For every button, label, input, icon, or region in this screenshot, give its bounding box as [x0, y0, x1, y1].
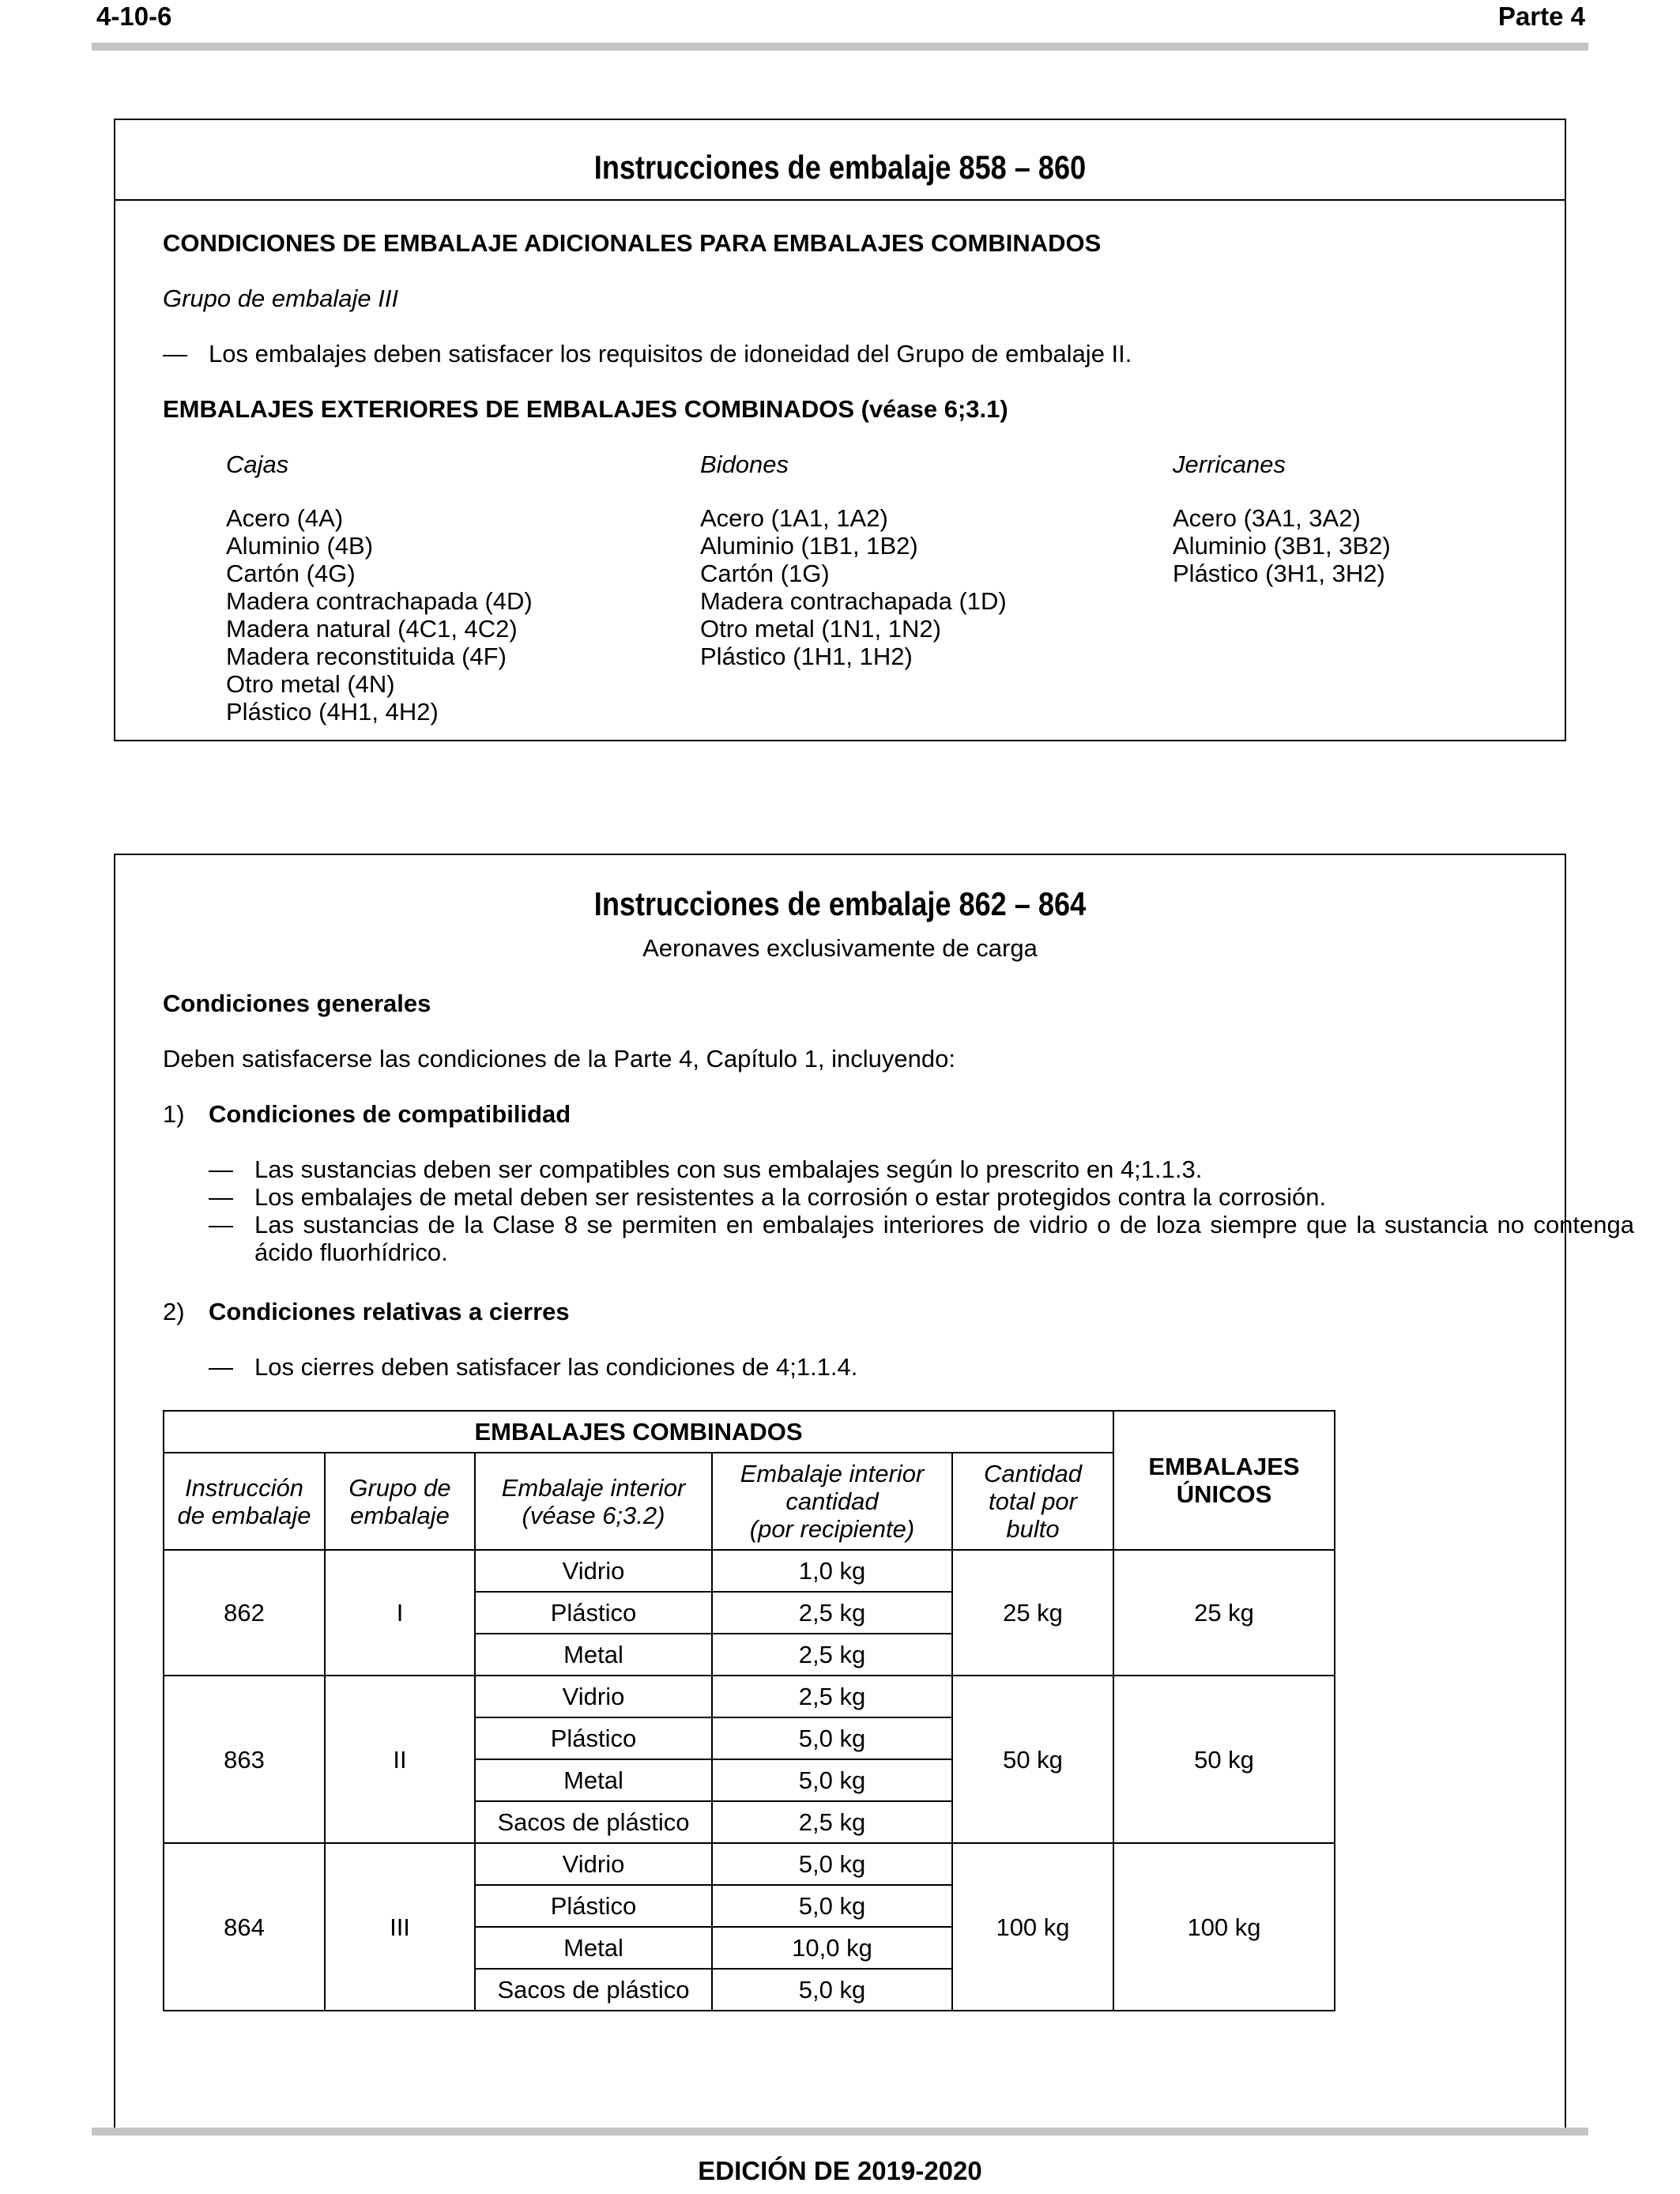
dash: — [209, 1155, 233, 1183]
cell-inner: Metal [475, 1634, 712, 1676]
list-item: Madera natural (4C1, 4C2) [226, 615, 518, 643]
list-item: Acero (3A1, 3A2) [1173, 504, 1361, 532]
box1-requirement: Los embalajes deben satisfacer los requisitos de idoneidad del Grupo de embalaje II. [209, 340, 1132, 368]
list-item: Aluminio (4B) [226, 532, 374, 560]
cell-single: 50 kg [1113, 1676, 1335, 1843]
list-item: Plástico (1H1, 1H2) [700, 643, 913, 670]
cell-quantity: 5,0 kg [712, 1759, 952, 1801]
compatibility-item: Las sustancias deben ser compatibles con sus embalajes según lo prescrito en 4;1.1.3. [254, 1155, 1203, 1183]
table-row [164, 1676, 1335, 1717]
box1-dash: — [163, 340, 187, 368]
cell-inner: Sacos de plástico [475, 1801, 712, 1843]
cell-single: 25 kg [1113, 1550, 1335, 1676]
packing-instructions-862-864 [114, 854, 1634, 2134]
cell-inner: Vidrio [475, 1676, 712, 1717]
list-item: Plástico (4H1, 4H2) [226, 698, 439, 726]
list-item: Cartón (4G) [226, 560, 356, 587]
cell-inner: Metal [475, 1927, 712, 1969]
cell-inner: Plástico [475, 1592, 712, 1634]
header-total-quantity: Cantidad total por bulto [952, 1453, 1113, 1550]
list-item: Madera reconstituida (4F) [226, 643, 507, 670]
cell-inner: Plástico [475, 1885, 712, 1927]
cell-quantity: 2,5 kg [712, 1634, 952, 1676]
box1-title: Instrucciones de embalaje 858 – 860 [593, 149, 1087, 186]
compatibility-item: Los embalajes de metal deben ser resistentes a la corrosión o estar protegidos contra la corrosión. [254, 1183, 1327, 1211]
column-title-jerricanes: Jerricanes [1173, 450, 1286, 478]
table-row [164, 1550, 1335, 1592]
list-item: Otro metal (4N) [226, 670, 395, 698]
box2-subtitle: Aeronaves exclusivamente de carga [642, 934, 1038, 962]
box1-heading-additional: CONDICIONES DE EMBALAJE ADICIONALES PARA EMBALAJES COMBINADOS [163, 229, 1102, 257]
box1-title-rule [115, 199, 1565, 201]
section-1-title: Condiciones de compatibilidad [209, 1100, 571, 1128]
table-row [164, 1843, 1335, 1885]
cell-quantity: 10,0 kg [712, 1927, 952, 1969]
table-group-header: EMBALAJES COMBINADOS [164, 1411, 1113, 1453]
header-instruction: Instrucción de embalaje [164, 1453, 325, 1550]
header-inner-packaging: Embalaje interior (véase 6;3.2) [475, 1453, 712, 1550]
cell-quantity: 2,5 kg [712, 1592, 952, 1634]
compatibility-item: Las sustancias de la Clase 8 se permiten en embalajes interiores de vidrio o de loza siempre que la sustancia no contenga ácido fluorhídrico. [254, 1211, 1634, 1266]
cell-total: 50 kg [952, 1676, 1113, 1843]
list-item: Acero (1A1, 1A2) [700, 504, 888, 532]
cell-inner: Metal [475, 1759, 712, 1801]
page-number: 4-10-6 [96, 2, 172, 31]
list-item: Otro metal (1N1, 1N2) [700, 615, 941, 643]
general-conditions-intro: Deben satisfacerse las condiciones de la Parte 4, Capítulo 1, incluyendo: [163, 1045, 955, 1072]
list-bidones [700, 504, 1007, 670]
dash: — [209, 1353, 233, 1381]
cell-quantity: 5,0 kg [712, 1969, 952, 2011]
cell-inner: Plástico [475, 1717, 712, 1759]
list-item: Aluminio (1B1, 1B2) [700, 532, 918, 560]
edition-footer: EDICIÓN DE 2019-2020 [698, 2156, 982, 2185]
general-conditions-heading: Condiciones generales [163, 990, 431, 1017]
header-rule [92, 43, 1588, 51]
box1-heading-outer: EMBALAJES EXTERIORES DE EMBALAJES COMBINADOS (véase 6;3.1) [163, 395, 1008, 423]
header-inner-quantity: Embalaje interior cantidad (por recipiente) [712, 1453, 952, 1550]
cell-total: 25 kg [952, 1550, 1113, 1676]
cell-inner: Sacos de plástico [475, 1969, 712, 2011]
cell-packing-group: I [325, 1550, 475, 1676]
cell-inner: Vidrio [475, 1550, 712, 1592]
header-packing-group: Grupo de embalaje [325, 1453, 475, 1550]
column-title-bidones: Bidones [700, 450, 789, 478]
list-jerricanes [1173, 504, 1391, 587]
list-item: Cartón (1G) [700, 560, 830, 587]
cell-quantity: 2,5 kg [712, 1801, 952, 1843]
column-title-cajas: Cajas [226, 450, 289, 478]
cell-single: 100 kg [1113, 1843, 1335, 2011]
footer-rule [92, 2128, 1588, 2136]
cell-quantity: 2,5 kg [712, 1676, 952, 1717]
section-2-title: Condiciones relativas a cierres [209, 1298, 570, 1325]
packing-instructions-858-860 [114, 119, 1566, 741]
list-item: Madera contrachapada (1D) [700, 587, 1007, 615]
cell-packing-group: III [325, 1843, 475, 2011]
box2-title: Instrucciones de embalaje 862 – 864 [593, 885, 1087, 922]
list-item: Aluminio (3B1, 3B2) [1173, 532, 1391, 560]
cell-quantity: 5,0 kg [712, 1717, 952, 1759]
part-label: Parte 4 [1497, 2, 1585, 31]
cell-quantity: 1,0 kg [712, 1550, 952, 1592]
list-item: Acero (4A) [226, 504, 344, 532]
cell-quantity: 5,0 kg [712, 1885, 952, 1927]
header-single-packagings: EMBALAJES ÚNICOS [1113, 1411, 1335, 1550]
cell-quantity: 5,0 kg [712, 1843, 952, 1885]
box1-packing-group: Grupo de embalaje III [163, 285, 399, 312]
list-cajas [226, 504, 533, 726]
list-item: Madera contrachapada (4D) [226, 587, 533, 615]
section-1-number: 1) [163, 1100, 185, 1128]
cell-total: 100 kg [952, 1843, 1113, 2011]
closures-item: Los cierres deben satisfacer las condiciones de 4;1.1.4. [254, 1353, 858, 1381]
cell-instruction: 863 [164, 1676, 325, 1843]
dash: — [209, 1183, 233, 1211]
list-item: Plástico (3H1, 3H2) [1173, 560, 1385, 587]
section-2-number: 2) [163, 1298, 185, 1325]
cell-instruction: 864 [164, 1843, 325, 2011]
packing-table [163, 1410, 1335, 2011]
cell-instruction: 862 [164, 1550, 325, 1676]
dash: — [209, 1211, 233, 1238]
cell-packing-group: II [325, 1676, 475, 1843]
cell-inner: Vidrio [475, 1843, 712, 1885]
